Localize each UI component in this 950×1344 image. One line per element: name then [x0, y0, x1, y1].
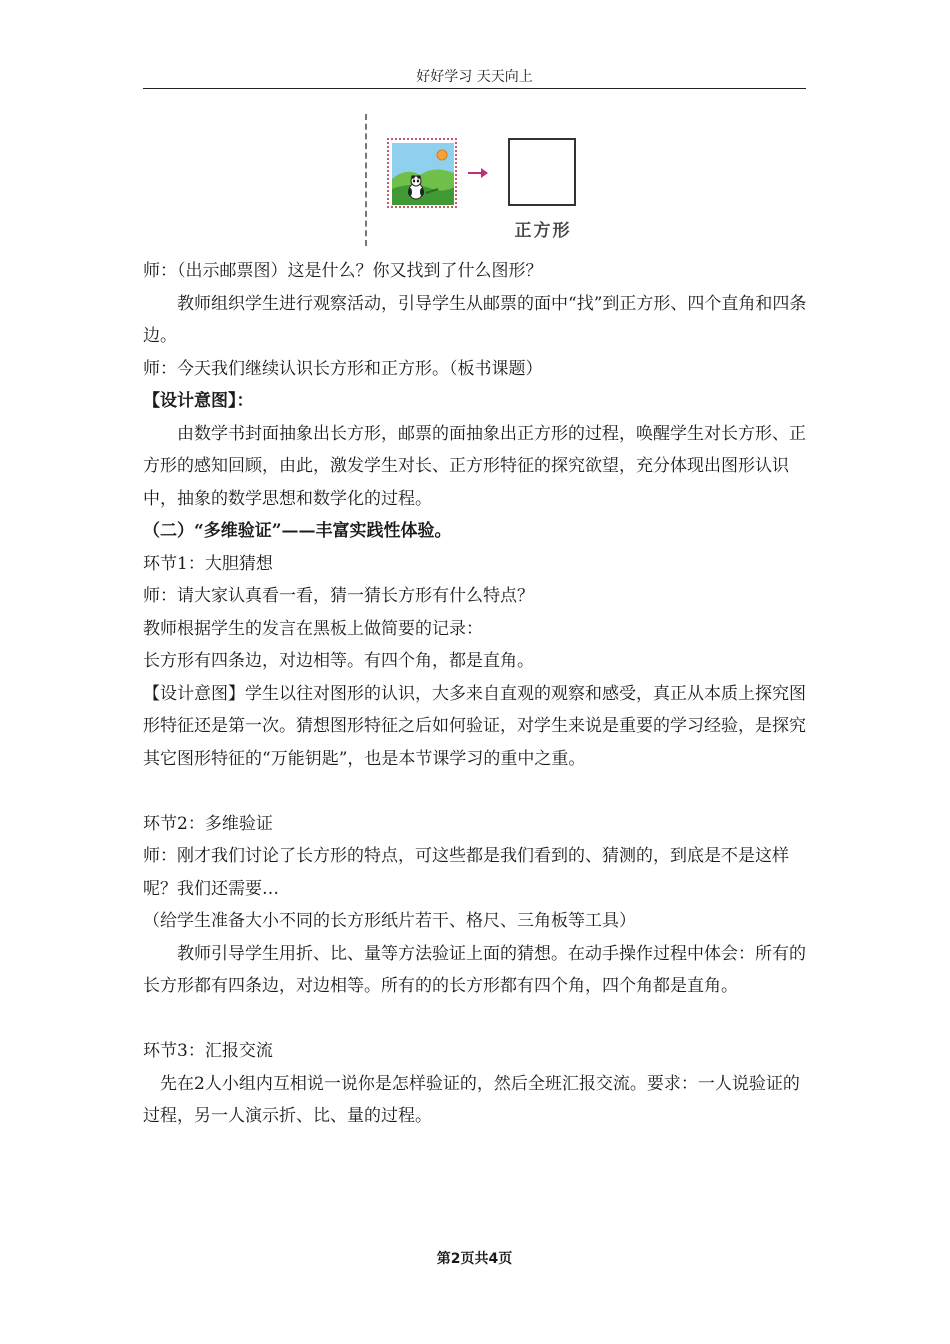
paragraph: 先在2人小组内互相说一说你是怎样验证的，然后全班汇报交流。要求：一人说验证的过程，另一人演示折、比、量的过程。 — [143, 1073, 800, 1126]
paragraph: 教师根据学生的发言在黑板上做简要的记录： — [143, 618, 483, 639]
step-heading: 环节3：汇报交流 — [143, 1041, 273, 1061]
section-heading: （二）“多维验证”——丰富实践性体验。 — [143, 521, 452, 541]
paragraph: 师：请大家认真看一看，猜一猜长方形有什么特点？ — [143, 586, 534, 606]
panda-stamp-icon — [387, 138, 457, 208]
paragraph: 教师组织学生进行观察活动，引导学生从邮票的面中“找”到正方形、四个直角和四条边。 — [143, 293, 807, 346]
figure-label: 正方形 — [514, 221, 572, 241]
paragraph: 教师引导学生用折、比、量等方法验证上面的猜想。在动手操作过程中体会：所有的长方形都有四条边，对边相等。所有的的长方形都有四个角，四个角都是直角。 — [143, 943, 806, 996]
document-body — [143, 255, 807, 1133]
page-header: 好好学习 天天向上 — [416, 69, 533, 85]
stamp-figure — [355, 110, 595, 250]
paragraph: 师：今天我们继续认识长方形和正方形。（板书课题） — [143, 358, 543, 379]
square-shape — [508, 138, 576, 206]
blank-line — [143, 1003, 807, 1036]
paragraph: 【设计意图】学生以往对图形的认识，大多来自直观的观察和感受，真正从本质上探究图形特征还是第一次。猜想图形特征之后如何验证，对学生来说是重要的学习经验，是探究其它图形特征的“万能钥匙”，也是本节课学习的重中之重。 — [143, 683, 806, 769]
step-heading: 环节2：多维验证 — [143, 813, 273, 834]
paragraph: 师：（出示邮票图）这是什么？你又找到了什么图形？ — [143, 261, 543, 281]
paragraph: 长方形有四条边，对边相等。有四个角，都是直角。 — [143, 651, 534, 671]
paragraph: 师：刚才我们讨论了长方形的特点，可这些都是我们看到的、猜测的，到底是不是这样呢？我们还需要… — [143, 846, 789, 899]
right-arrow-icon — [467, 164, 489, 183]
page-footer: 第2页共4页 — [436, 1251, 513, 1267]
header-divider — [143, 88, 806, 89]
step-heading: 环节1：大胆猜想 — [143, 553, 273, 574]
blank-line — [143, 775, 807, 808]
paragraph: （给学生准备大小不同的长方形纸片若干、格尺、三角板等工具） — [143, 911, 636, 931]
dashed-divider — [365, 114, 367, 246]
design-intent-heading: 【设计意图】： — [143, 391, 254, 411]
paragraph: 由数学书封面抽象出长方形，邮票的面抽象出正方形的过程，唤醒学生对长方形、正方形的感知回顾，由此，激发学生对长、正方形特征的探究欲望，充分体现出图形认识中，抽象的数学思想和数学化的过程。 — [143, 423, 806, 509]
